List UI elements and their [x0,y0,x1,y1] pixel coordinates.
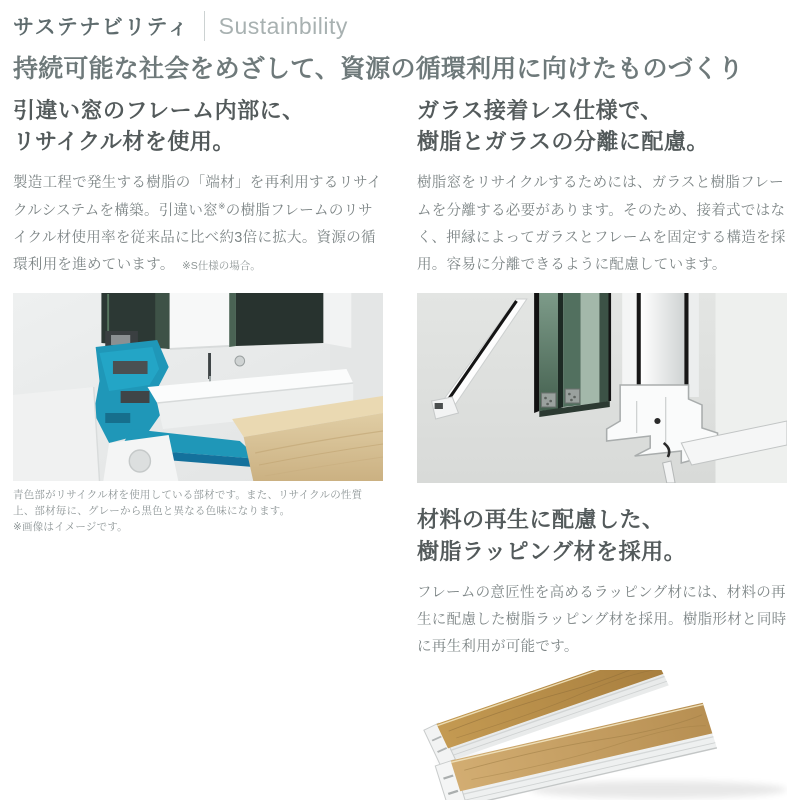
left-section-body [13,170,383,279]
wrapping-heading-line2: 樹脂ラッピング材を採用。 [417,538,687,564]
left-body-note: ※S仕様の場合。 [181,260,261,273]
recycled-frame-figure [13,293,383,481]
page-title-jp: サステナビリティ [13,16,190,39]
recycled-window-cutaway-image [13,293,383,481]
page-title-en: Sustainbility [218,12,348,39]
left-body-part2: の樹脂フレームのリサイクル材使用率を従来品に比べ約3倍に拡大。資源の循環利用を進めています。 [13,202,376,274]
left-heading-line1: 引違い窓のフレーム内部に、 [13,98,305,123]
wrapping-heading-line1: 材料の再生に配慮した、 [417,507,665,533]
left-body-footnote-mark: ※ [217,200,226,211]
page-header [0,0,800,42]
glassless-section-body: 樹脂窓をリサイクルするためには、ガラスと樹脂フレームを分離する必要があります。そのため、接着式ではなく、押縁によってガラスとフレームを固定する構造を採用。容易に分離できるように配慮しています。 [417,175,786,274]
wrapping-material-figure [417,670,787,800]
glassless-section-heading [417,95,787,157]
left-heading-line2: リサイクル材を使用。 [13,129,235,155]
wrapping-section-body: フレームの意匠性を高めるラッピング材には、材料の再生に配慮した樹脂ラッピング材を採用。樹脂形材と同時に再生利用が可能です。 [417,584,787,656]
banner-heading: 持続可能な社会をめざして、資源の循環利用に向けたものづくり [13,55,744,83]
caption-note: ※画像はイメージです。 [13,520,128,533]
glassless-heading-line2: 樹脂とガラスの分離に配慮。 [417,129,709,155]
left-section-heading [13,95,383,157]
glass-separation-exploded-image [417,293,787,483]
wrapping-section-heading [417,504,787,566]
wrapping-material-image [417,670,787,800]
left-image-caption [13,488,383,535]
glass-separation-figure [417,293,787,483]
right-column [417,95,787,800]
content-columns [0,95,800,800]
glassless-heading-line1: ガラス接着レス仕様で、 [417,98,663,123]
header-divider [204,11,205,41]
left-body-part1: 製造工程で発生する樹脂の「端材」を再利用するリサイクルシステムを構築。引違い窓 [13,175,382,219]
left-column-recycled-frame [13,95,383,800]
caption-text: 青色部がリサイクル材を使用している部材です。また、リサイクルの性質上、部材毎に、グレーから黒色と異なる色味になります。 [13,489,363,518]
